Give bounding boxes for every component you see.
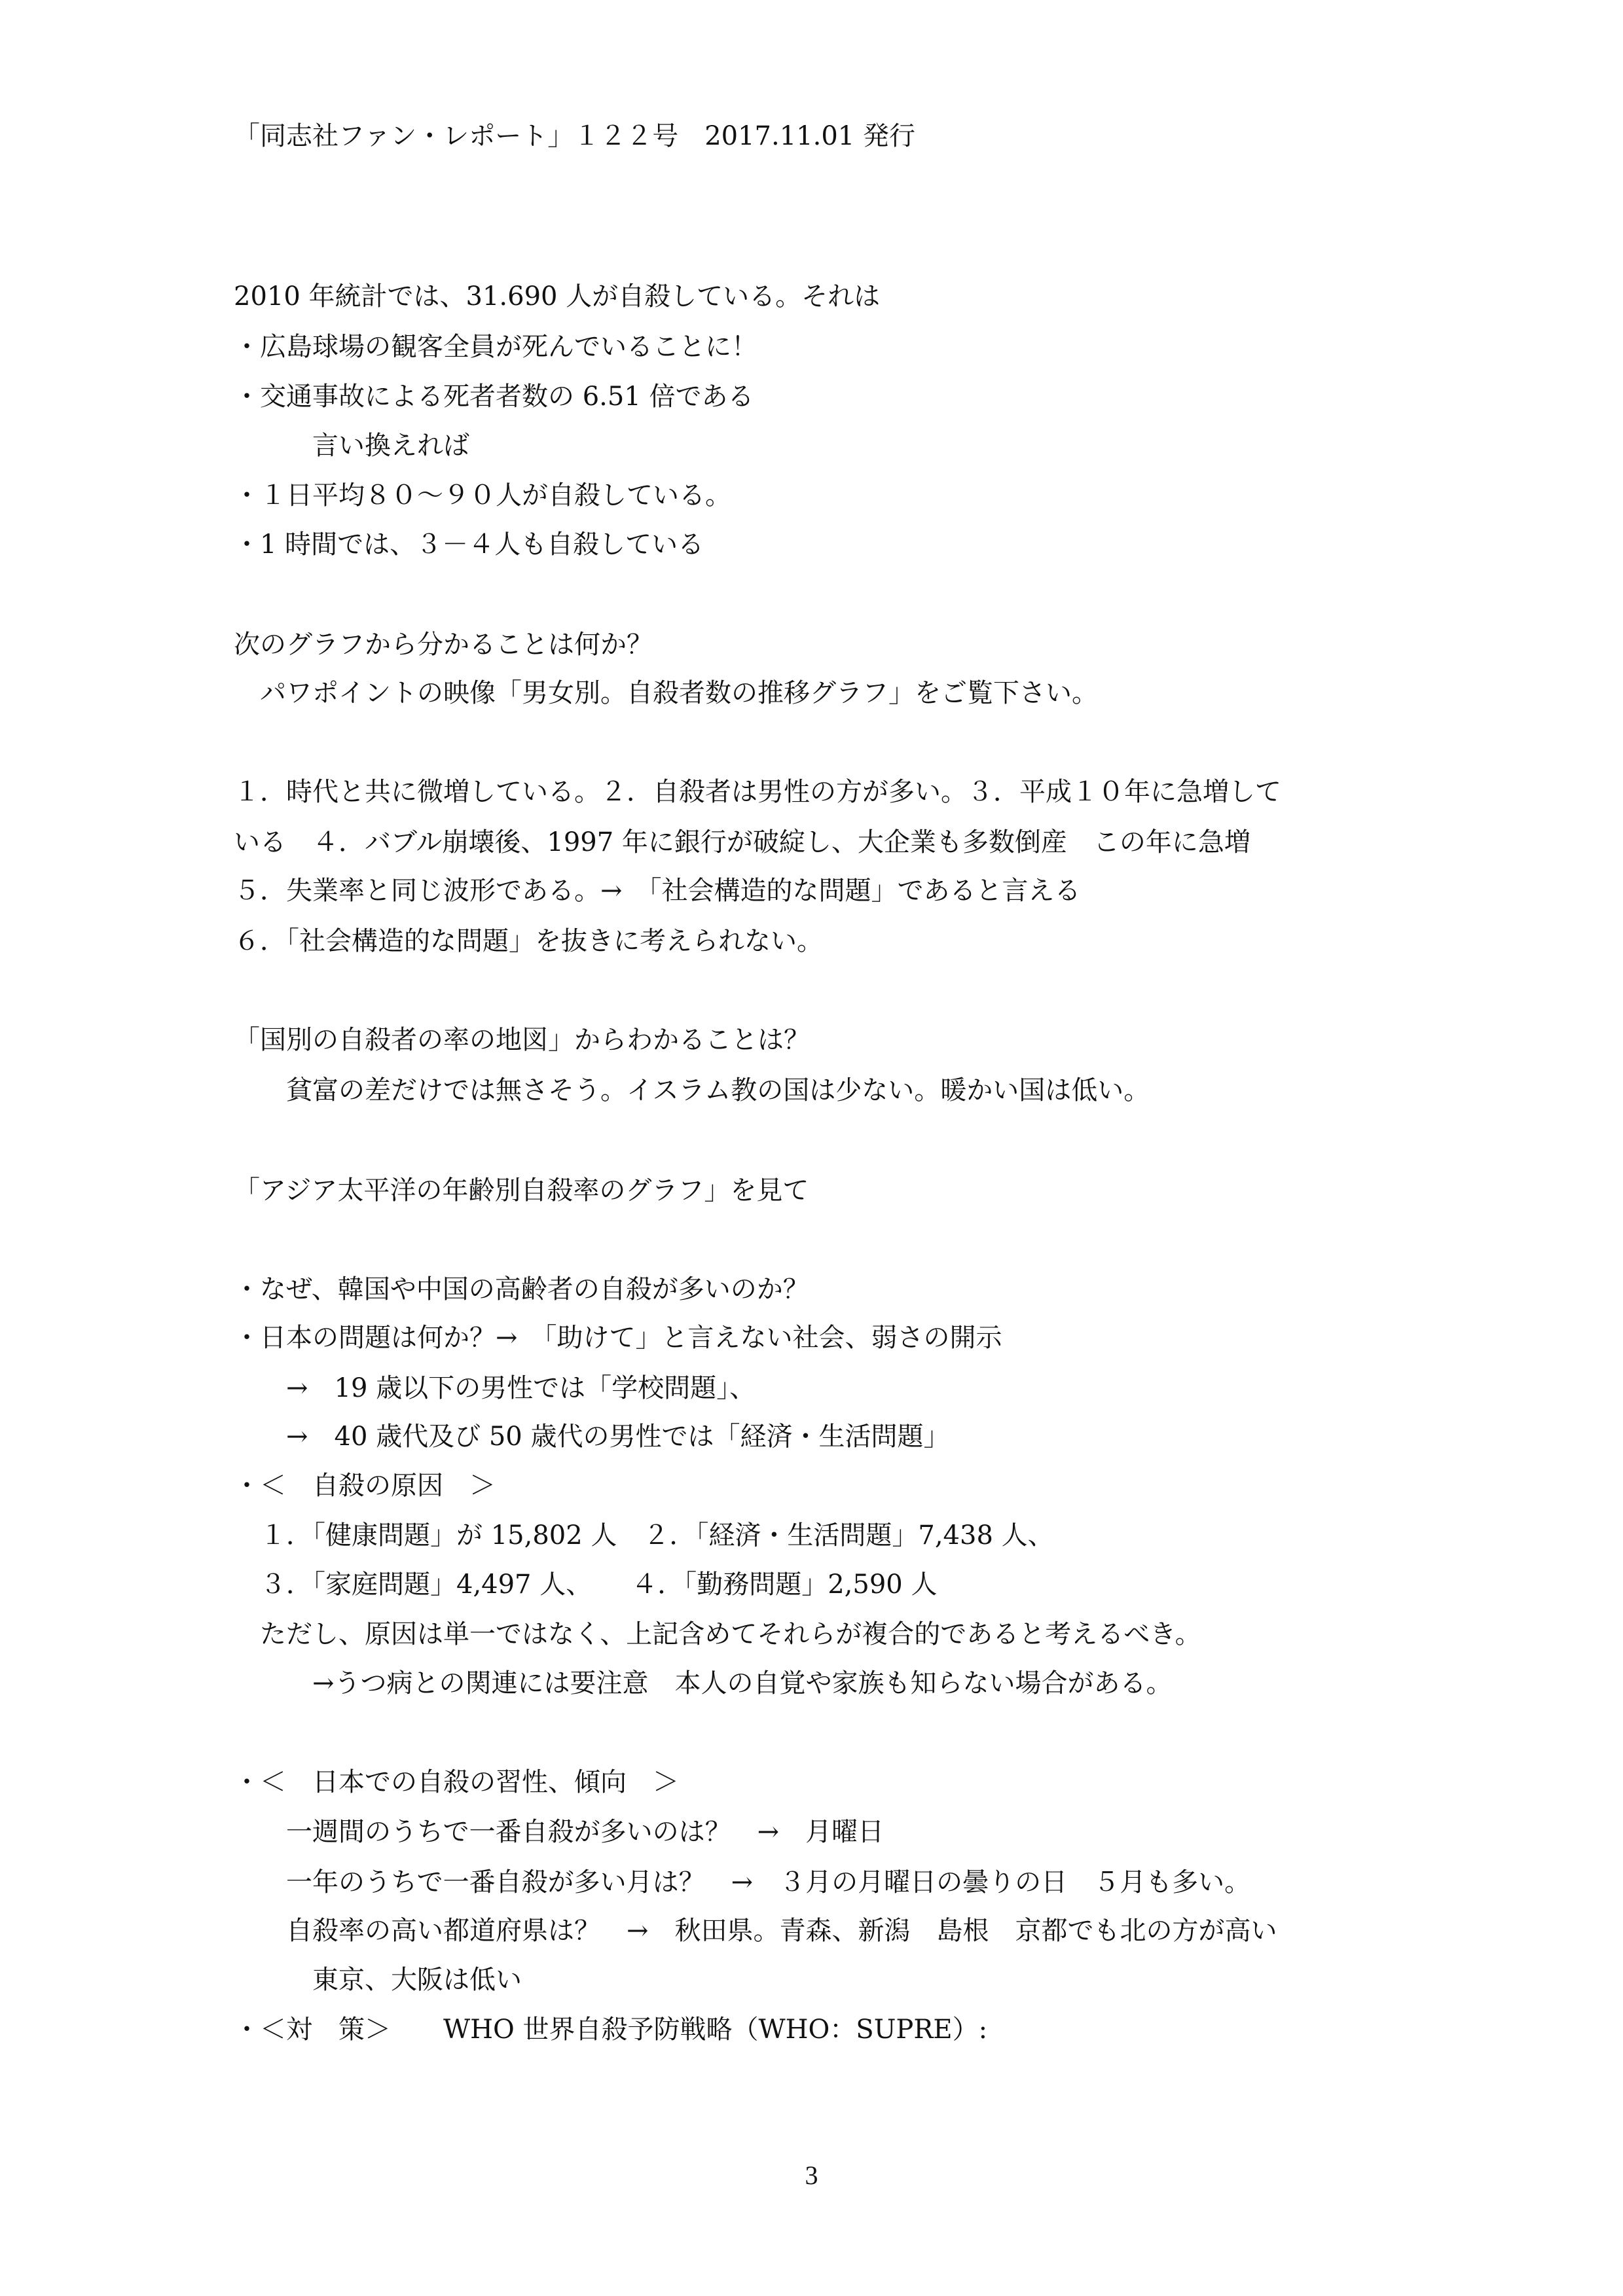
map-question: 「国別の自殺者の率の地図」からわかることは？ — [234, 1025, 810, 1055]
asia-graph-title: 「アジア太平洋の年齢別自殺率のグラフ」を見て — [234, 1175, 809, 1206]
stats-bullet: ・１日平均８０～９０人が自殺している。 — [234, 480, 731, 511]
map-answer: 貧富の差だけでは無さそう。イスラム教の国は少ない。暖かい国は低い。 — [234, 1075, 1150, 1105]
asia-line: ・日本の問題は何か？→ 「助けて」と言えない社会、弱さの開示 — [234, 1323, 1002, 1353]
stats-bullet: ・広島球場の観客全員が死んでいることに！ — [234, 332, 757, 362]
graph-point: ６．「社会構造的な問題」を抜きに考えられない。 — [234, 926, 823, 956]
stats-bullet: 言い換えれば — [234, 431, 469, 461]
stats-bullet: ・1 時間では、３－４人も自殺している — [234, 529, 704, 560]
graph-question: 次のグラフから分かることは何か？ — [234, 630, 653, 660]
graph-point: ５．失業率と同じ波形である。→ 「社会構造的な問題」であると言える — [234, 876, 1081, 906]
trends-line: 東京、大阪は低い — [234, 1965, 522, 1995]
graph-point: いる ４．バブル崩壊後、1997 年に銀行が破綻し、大企業も多数倒産 この年に急増 — [234, 827, 1250, 857]
causes-line: →うつ病との関連には要注意 本人の自覚や家族も知らない場合がある。 — [234, 1668, 1173, 1698]
trends-title: ・＜ 日本での自殺の習性、傾向 ＞ — [234, 1767, 679, 1797]
measures-title: ・＜対 策＞ WHO 世界自殺予防戦略（WHO：SUPRE）: — [234, 2015, 988, 2045]
asia-line: → 40 歳代及び 50 歳代の男性では「経済・生活問題」 — [234, 1422, 950, 1452]
causes-line: ただし、原因は単一ではなく、上記含めてそれらが複合的であると考えるべき。 — [234, 1619, 1201, 1649]
trends-line: 一週間のうちで一番自殺が多いのは？ → 月曜日 — [234, 1817, 884, 1847]
causes-line: ３．「家庭問題」4,497 人、 ４．「勤務問題」2,590 人 — [234, 1570, 938, 1600]
asia-line: → 19 歳以下の男性では「学校問題」、 — [234, 1373, 756, 1403]
causes-line: １．「健康問題」が 15,802 人 ２．「経済・生活問題」7,438 人、 — [234, 1520, 1054, 1551]
page-number: 3 — [805, 2161, 818, 2190]
graph-point: １．時代と共に微増している。２．自殺者は男性の方が多い。３．平成１０年に急増して — [234, 777, 1281, 807]
asia-line: ・なぜ、韓国や中国の高齢者の自殺が多いのか？ — [234, 1274, 809, 1304]
trends-line: 自殺率の高い都道府県は？ → 秋田県。青森、新潟 島根 京都でも北の方が高い — [234, 1916, 1277, 1946]
causes-title: ・＜ 自殺の原因 ＞ — [234, 1471, 496, 1501]
trends-line: 一年のうちで一番自殺が多い月は？ → ３月の月曜日の曇りの日 ５月も多い。 — [234, 1867, 1251, 1897]
newsletter-header: 「同志社ファン・レポート」１２２号 2017.11.01 発行 — [234, 121, 915, 151]
graph-instruction: パワポイントの映像「男女別。自殺者数の推移グラフ」をご覧下さい。 — [234, 678, 1098, 708]
stats-bullet: ・交通事故による死者者数の 6.51 倍である — [234, 382, 754, 412]
stats-intro: 2010 年統計では、31.690 人が自殺している。それは — [234, 281, 881, 312]
